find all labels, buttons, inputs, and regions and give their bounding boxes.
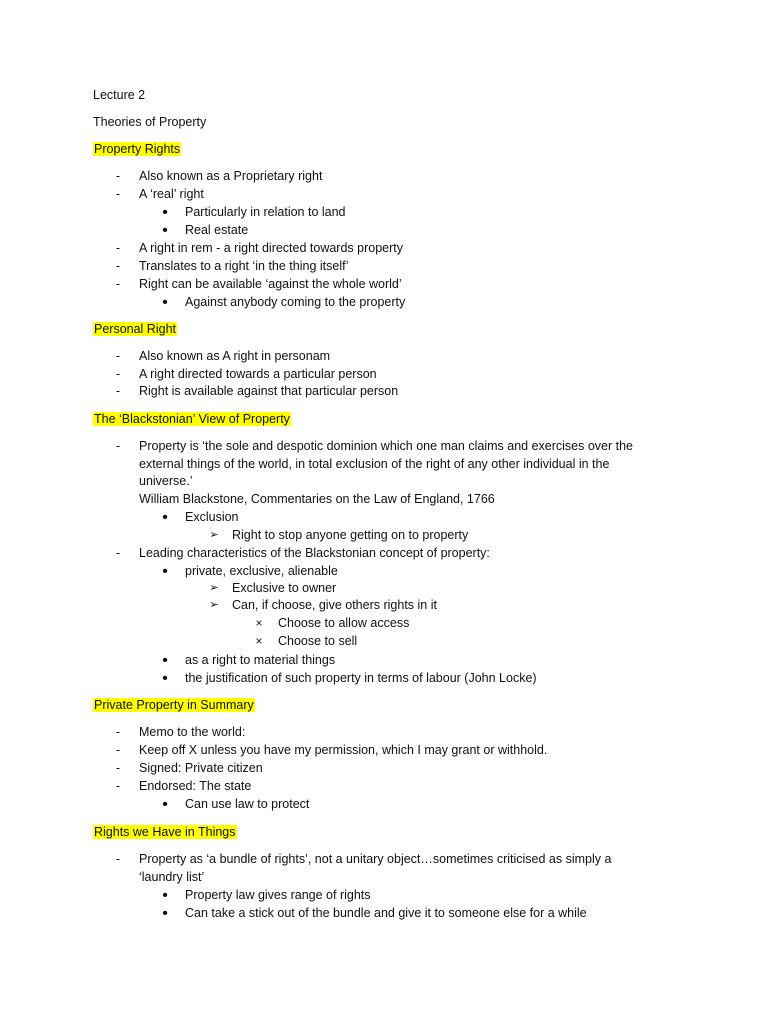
dash-marker: - [115, 241, 121, 255]
list-item-text: the justification of such property in terms of labour (John Locke) [185, 671, 537, 685]
list-item-text: Translates to a right ‘in the thing itself’ [139, 259, 349, 273]
list-item-text: Property is ‘the sole and despotic dominion which one man claims and exercises over the [139, 439, 634, 453]
section-heading: Private Property in Summary [94, 698, 254, 712]
arrow-marker: ➢ [209, 582, 219, 594]
list-item-text: Particularly in relation to land [185, 205, 346, 219]
bullet-marker: • [162, 796, 168, 813]
dash-marker: - [115, 743, 121, 757]
list-item-text: Right to stop anyone getting on to property [232, 528, 469, 542]
citation-text: William Blackstone, Commentaries on the Law of England, 1766 [139, 492, 495, 506]
section-heading: Property Rights [94, 142, 181, 156]
list-item-text: A right directed towards a particular person [139, 367, 377, 381]
list-item-text: Also known as A right in personam [139, 349, 331, 363]
lecture-label: Lecture 2 [93, 88, 146, 102]
section-heading: Personal Right [94, 322, 176, 336]
list-item-text: Property law gives range of rights [185, 888, 371, 902]
dash-marker: - [115, 725, 121, 739]
list-item-text: external things of the world, in total exclusion of the right of any other individual in the [139, 457, 610, 471]
list-item-text: Endorsed: The state [139, 779, 252, 793]
bullet-marker: • [162, 670, 168, 687]
list-item-text: Exclusion [185, 510, 239, 524]
list-item-text: Right can be available ‘against the whole world’ [139, 277, 402, 291]
cross-marker: × [255, 634, 263, 648]
list-item-text: Property as ‘a bundle of rights’, not a unitary object…sometimes criticised as simply a [139, 852, 612, 866]
section-heading: The ‘Blackstonian’ View of Property [94, 412, 290, 426]
list-item-text: Choose to sell [278, 634, 358, 648]
dash-marker: - [115, 169, 121, 183]
arrow-marker: ➢ [209, 529, 219, 541]
bullet-marker: • [162, 509, 168, 526]
list-item-text: A right in rem - a right directed towards property [139, 241, 404, 255]
list-item-text: Can, if choose, give others rights in it [232, 598, 437, 612]
dash-marker: - [115, 546, 121, 560]
list-item-text: universe.’ [139, 474, 193, 488]
list-item-text: Choose to allow access [278, 616, 410, 630]
dash-marker: - [115, 384, 121, 398]
dash-marker: - [115, 259, 121, 273]
section-heading: Rights we Have in Things [94, 825, 236, 839]
list-item-text: A ‘real’ right [139, 187, 204, 201]
bullet-marker: • [162, 905, 168, 922]
list-item-text: Leading characteristics of the Blackstonian concept of property: [139, 546, 490, 560]
arrow-marker: ➢ [209, 599, 219, 611]
list-item-text: Keep off X unless you have my permission, which I may grant or withhold. [139, 743, 548, 757]
bullet-marker: • [162, 204, 168, 221]
bullet-marker: • [162, 887, 168, 904]
list-item-text: private, exclusive, alienable [185, 564, 338, 578]
list-item-text: Exclusive to owner [232, 581, 337, 595]
bullet-marker: • [162, 563, 168, 580]
dash-marker: - [115, 852, 121, 866]
list-item-text: Can take a stick out of the bundle and give it to someone else for a while [185, 906, 587, 920]
list-item-text: Can use law to protect [185, 797, 310, 811]
dash-marker: - [115, 349, 121, 363]
list-item-text: Signed: Private citizen [139, 761, 263, 775]
list-item-text: Memo to the world: [139, 725, 246, 739]
bullet-marker: • [162, 652, 168, 669]
dash-marker: - [115, 367, 121, 381]
dash-marker: - [115, 187, 121, 201]
list-item-text: ‘laundry list’ [139, 870, 205, 884]
dash-marker: - [115, 439, 121, 453]
dash-marker: - [115, 277, 121, 291]
cross-marker: × [255, 616, 263, 630]
dash-marker: - [115, 761, 121, 775]
list-item-text: Against anybody coming to the property [185, 295, 406, 309]
document-title: Theories of Property [93, 115, 207, 129]
bullet-marker: • [162, 222, 168, 239]
list-item-text: Right is available against that particular person [139, 384, 399, 398]
list-item-text: Real estate [185, 223, 249, 237]
list-item-text: Also known as a Proprietary right [139, 169, 323, 183]
list-item-text: as a right to material things [185, 653, 336, 667]
dash-marker: - [115, 779, 121, 793]
bullet-marker: • [162, 294, 168, 311]
